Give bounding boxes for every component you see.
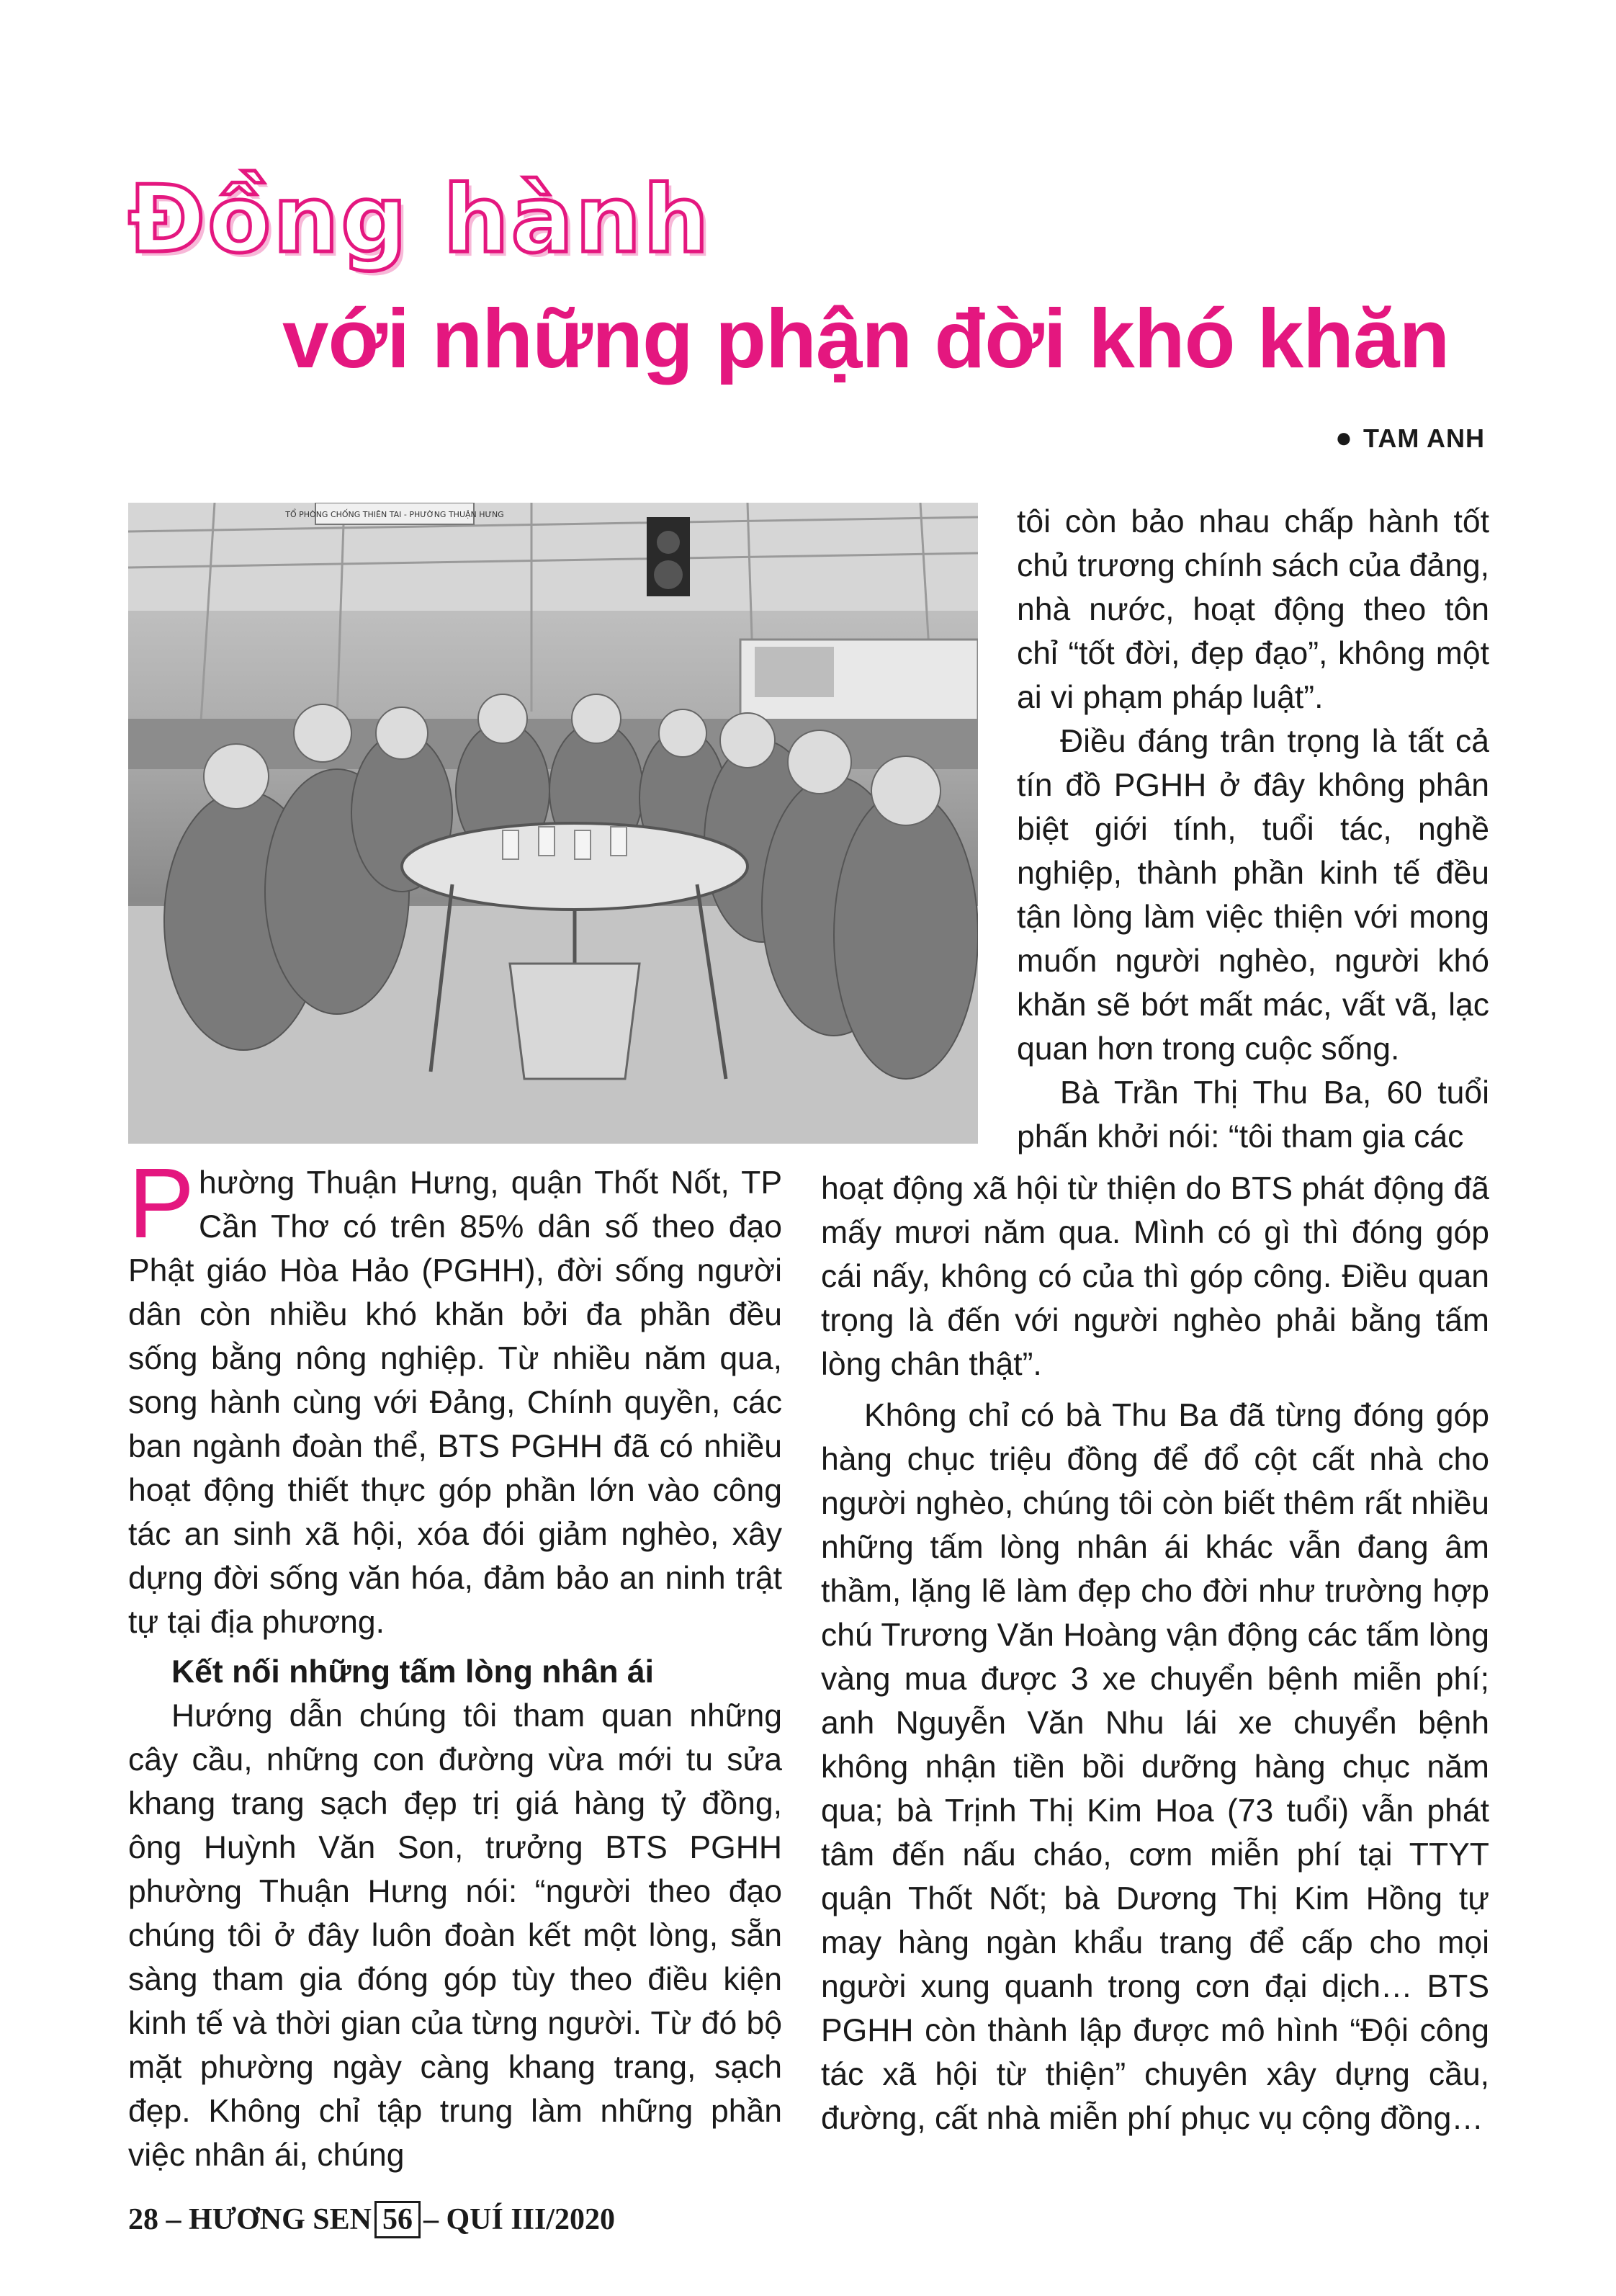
footer-dash: – (166, 2203, 181, 2236)
issue-period: QUÍ III/2020 (446, 2203, 616, 2236)
footer-dash: – (423, 2203, 439, 2236)
column-right-bottom (821, 1167, 1489, 2140)
photo-illustration (128, 503, 978, 1144)
paragraph-3: Điều đáng trân trọng là tất cả tín đồ PGHH ở đây không phân biệt giới tính, tuổi tác, nghề nghiệp, thành phần kinh tế đều tận lòng làm việc thiện với mong muốn người nghèo, người khó khăn sẽ bớt mất mác, vất vã, lạc quan hơn trong cuộc sống. (1017, 724, 1489, 1067)
bullet-icon: ● (1334, 422, 1354, 454)
issue-number: 56 (374, 2201, 421, 2238)
magazine-name: HƯƠNG SEN (189, 2203, 372, 2236)
paragraph-2-continued: tôi còn bảo nhau chấp hành tốt chủ trương chính sách của đảng, nhà nước, hoạt động theo tôn chỉ “tốt đời, đẹp đạo”, không một ai vi phạm pháp luật”. (1017, 504, 1489, 715)
article-photo (128, 503, 978, 1144)
article-title-line1: Đồng hành (128, 166, 712, 274)
column-right-top (1017, 500, 1489, 1159)
dropcap-letter: P (128, 1148, 195, 1259)
paragraph-2: Hướng dẫn chúng tôi tham quan những cây cầu, những con đường vừa mới tu sửa khang trang sạch đẹp trị giá hàng tỷ đồng, ông Huỳnh Văn Son, trưởng BTS PGHH phường Thuận Hưng nói: “người theo đạo chúng tôi ở đây luôn đoàn kết một lòng, sẵn sàng tham gia đóng góp tùy theo điều kiện kinh tế và thời gian của từng người. Từ đó bộ mặt phường ngày càng khang trang, sạch đẹp. Không chỉ tập trung làm những phần việc nhân ái, chúng (128, 1698, 782, 2173)
paragraph-5: Không chỉ có bà Thu Ba đã từng đóng góp hàng chục triệu đồng để đổ cột cất nhà cho người nghèo, chúng tôi còn biết thêm rất nhiều những tấm lòng nhân ái khác vẫn đang âm thầm, lặng lẽ làm đẹp cho đời như trường hợp chú Trương Văn Hoàng vận động các tấm lòng vàng mua được 3 xe chuyển bệnh miễn phí; anh Nguyễn Văn Nhu lái xe chuyển bệnh không nhận tiền bồi dưỡng hàng chục năm qua; bà Trịnh Thị Kim Hoa (73 tuổi) vẫn phát tâm đến nấu cháo, cơm miễn phí tại TTYT quận Thốt Nốt; bà Dương Thị Kim Hồng tự may hàng ngàn khẩu trang để cấp cho mọi người xung quanh trong cơn đại dịch… BTS PGHH còn thành lập được mô hình “Đội công tác xã hội từ thiện” chuyên xây dựng cầu, đường, cất nhà miễn phí phục vụ cộng đồng… (821, 1398, 1489, 2136)
article-title-line2: với những phận đời khó khăn (282, 292, 1450, 385)
page-number: 28 (128, 2203, 158, 2236)
page-footer (128, 2202, 615, 2237)
subheading: Kết nối những tấm lòng nhân ái (171, 1654, 655, 1690)
paragraph-intro: hường Thuận Hưng, quận Thốt Nốt, TP Cần Thơ có trên 85% dân số theo đạo Phật giáo Hòa Hảo (PGHH), đời sống người dân còn nhiều khó khăn bởi đa phần đều sống bằng nông nghiệp. Từ nhiều năm qua, song hành cùng với Đảng, Chính quyền, các ban ngành đoàn thể, BTS PGHH đã có nhiều hoạt động thiết thực góp phần lớn vào công tác an sinh xã hội, xóa đói giảm nghèo, xây dựng đời sống văn hóa, đảm bảo an ninh trật tự tại địa phương. (128, 1165, 782, 1640)
byline (1335, 422, 1485, 454)
paragraph-4-end: hoạt động xã hội từ thiện do BTS phát động đã mấy mươi năm qua. Mình có gì thì đóng góp cái nấy, không có của thì góp công. Điều quan trọng là đến với người nghèo phải bằng tấm lòng chân thật”. (821, 1171, 1489, 1382)
paragraph-4-start: Bà Trần Thị Thu Ba, 60 tuổi phấn khởi nói: “tôi tham gia các (1017, 1075, 1489, 1154)
author-name: TAM ANH (1363, 423, 1485, 453)
column-left-bottom (128, 1148, 782, 2177)
photo-sign-text: TỔ PHÒNG CHỐNG THIÊN TAI - PHƯỜNG THUẬN HƯNG (285, 510, 504, 519)
